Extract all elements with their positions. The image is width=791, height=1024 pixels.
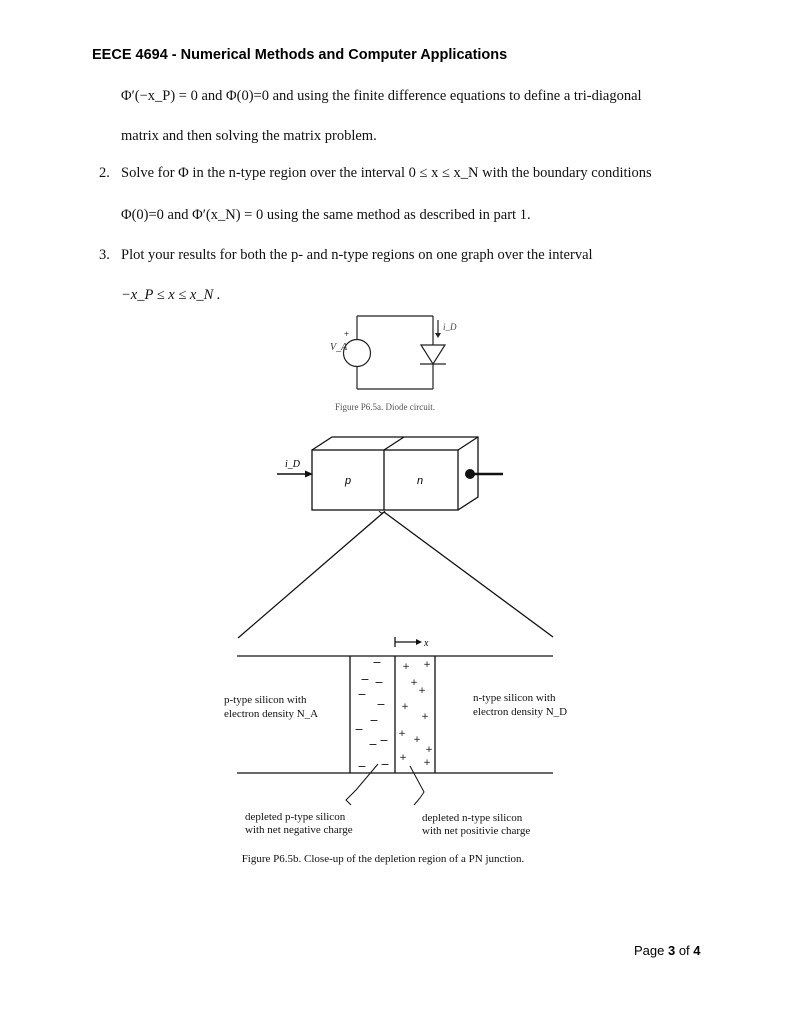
- plus-sign: +: [398, 729, 406, 739]
- plus-sign: +: [413, 735, 421, 745]
- minus-sign: −: [374, 676, 384, 689]
- negative-charges: [354, 656, 389, 773]
- minus-sign: −: [376, 698, 386, 711]
- page-footer: [634, 943, 701, 958]
- block-top-right-edge: [458, 437, 478, 450]
- block-front-face: [312, 450, 458, 510]
- minus-sign: −: [379, 734, 389, 747]
- document-header: EECE 4694 - Numerical Methods and Computer Applications: [92, 47, 508, 63]
- x-axis-label: x: [424, 638, 429, 649]
- plus-sign: +: [418, 686, 426, 696]
- figure-b-caption: Figure P6.5b. Close-up of the depletion region of a PN junction.: [241, 853, 525, 865]
- x-axis-arrowhead-icon: [416, 639, 422, 645]
- right-region-label-1: n-type silicon with: [473, 692, 556, 704]
- item3-line-1: Plot your results for both the p- and n-type regions on one graph over the interval: [121, 247, 593, 263]
- plus-sign: +: [410, 678, 418, 688]
- plus-sign: +: [423, 660, 431, 670]
- footer-middle: of: [675, 943, 694, 958]
- zoom-line-left: [238, 512, 384, 638]
- left-region-label-2: electron density N_A: [224, 708, 319, 720]
- depleted-p-label-2: with net negative charge: [245, 824, 353, 836]
- depleted-n-label-2: with net positivie charge: [422, 825, 531, 837]
- list-number-3: 3.: [99, 247, 110, 263]
- paragraph-line-2: matrix and then solving the matrix problem.: [121, 128, 377, 144]
- block-top-mid-edge: [384, 437, 404, 450]
- source-plus-label: +: [344, 329, 350, 339]
- depleted-p-label-1: depleted p-type silicon: [245, 811, 346, 823]
- item2-line-2: Φ(0)=0 and Φ′(x_N) = 0 using the same method as described in part 1.: [121, 207, 531, 223]
- block-back-edges: [312, 437, 478, 510]
- item3-line-2: −x_P ≤ x ≤ x_N .: [121, 287, 221, 303]
- plus-sign: +: [423, 758, 431, 768]
- minus-sign: −: [360, 673, 370, 686]
- depleted-n-label-1: depleted n-type silicon: [422, 812, 523, 824]
- left-region-label-1: p-type silicon with: [224, 694, 307, 706]
- plus-sign: +: [425, 745, 433, 755]
- minus-sign: −: [369, 714, 379, 727]
- source-voltage-label: V_A: [330, 342, 348, 353]
- minus-sign: −: [357, 760, 367, 773]
- right-contact-dot-icon: [465, 469, 475, 479]
- positive-charges: [398, 660, 433, 768]
- plus-sign: +: [402, 662, 410, 672]
- zoom-line-right: [384, 512, 553, 637]
- leader-line-right: [410, 766, 424, 805]
- minus-sign: −: [368, 738, 378, 751]
- current-page-number: 3: [667, 943, 676, 958]
- paragraph-line-1: Φ′(−x_P) = 0 and Φ(0)=0 and using the finite difference equations to define a tri-diagonal: [121, 88, 642, 104]
- n-region-label: n: [416, 475, 424, 487]
- item2-line-1: Solve for Φ in the n-type region over the interval 0 ≤ x ≤ x_N with the boundary conditions: [121, 165, 652, 181]
- plus-sign: +: [399, 753, 407, 763]
- minus-sign: −: [354, 723, 364, 736]
- plus-sign: +: [401, 702, 409, 712]
- list-number-2: 2.: [99, 165, 110, 181]
- diode-current-label: i_D: [443, 322, 457, 332]
- total-page-count: 4: [693, 943, 701, 958]
- minus-sign: −: [372, 656, 382, 669]
- footer-prefix: Page: [634, 943, 668, 958]
- right-region-label-2: electron density N_D: [473, 706, 568, 718]
- p-region-label: p: [344, 475, 352, 487]
- plus-sign: +: [421, 712, 429, 722]
- minus-sign: −: [357, 688, 367, 701]
- block-current-label: i_D: [285, 459, 300, 470]
- figure-a-caption: Figure P6.5a. Diode circuit.: [335, 402, 435, 412]
- minus-sign: −: [380, 758, 390, 771]
